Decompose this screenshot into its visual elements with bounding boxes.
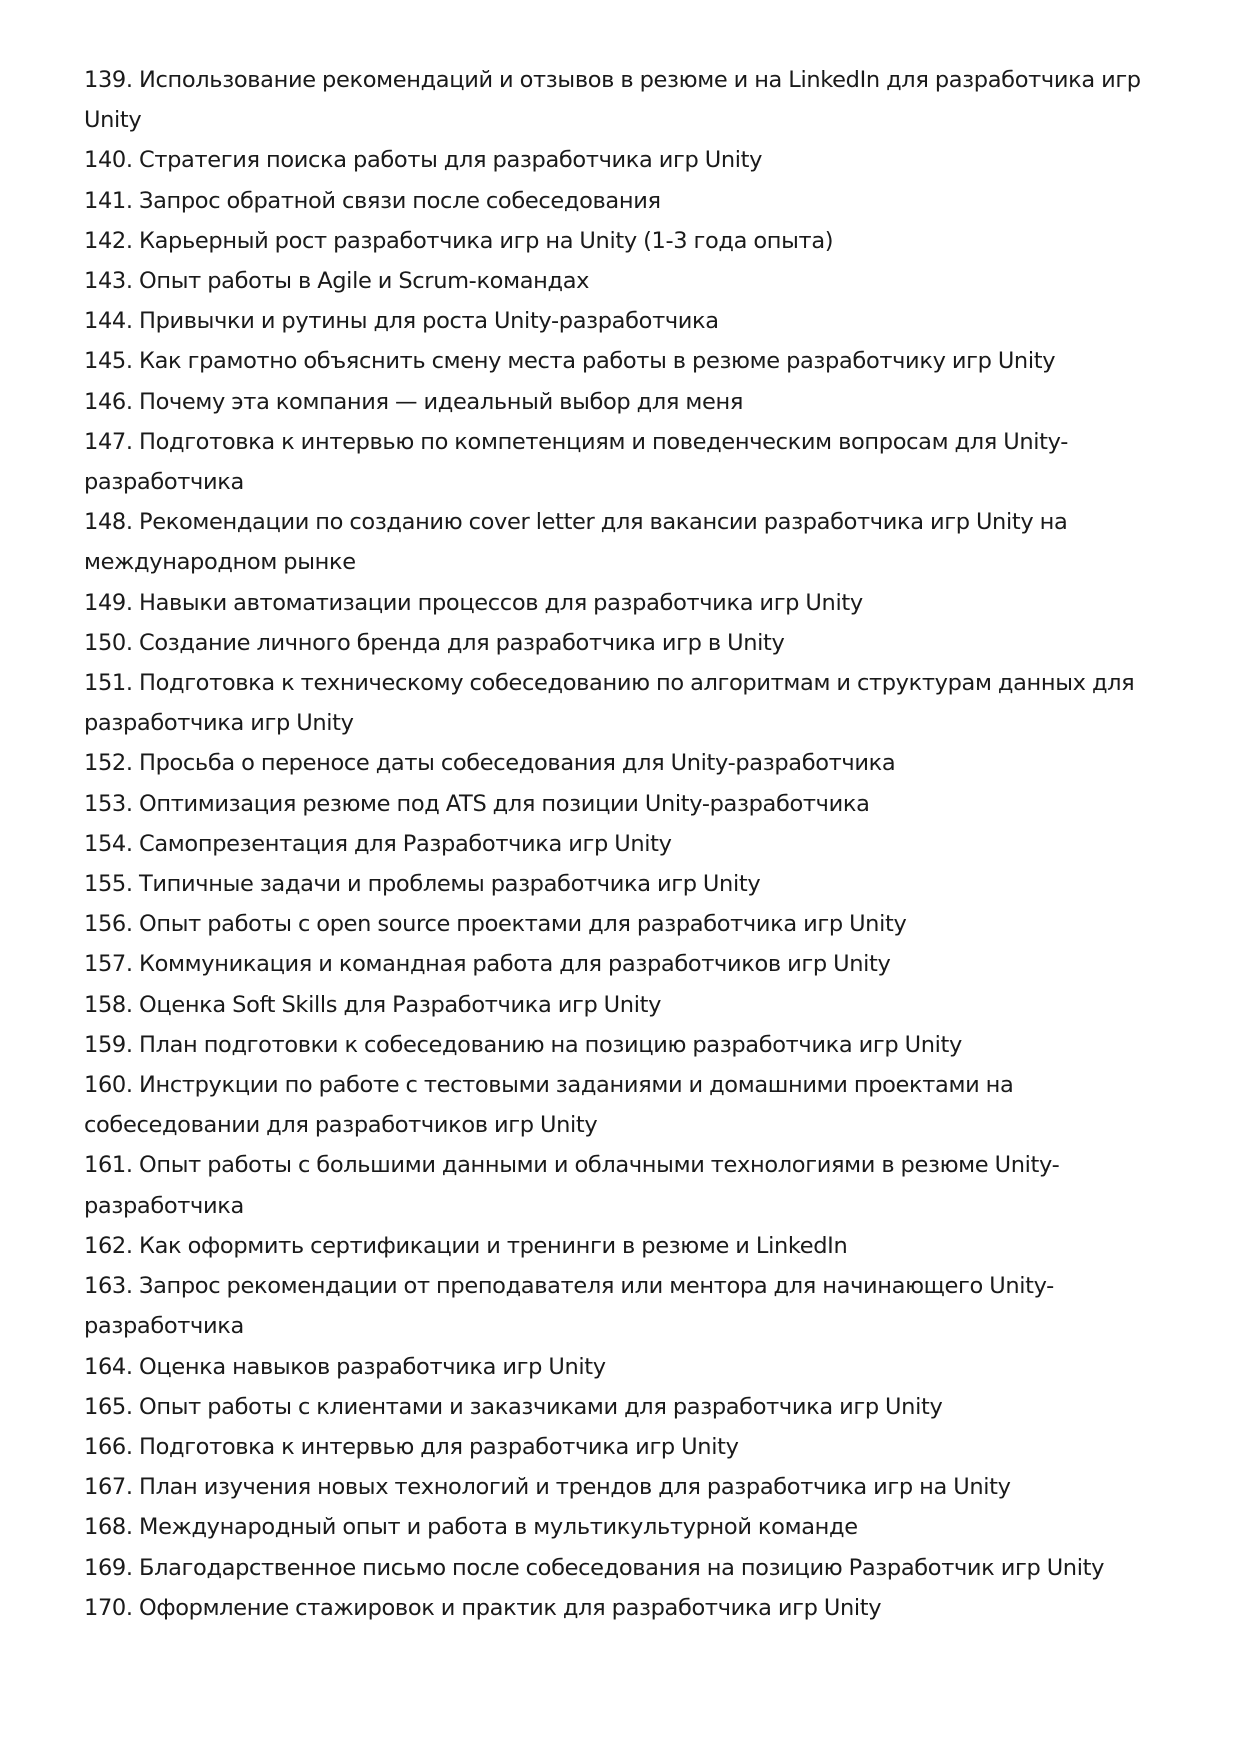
list-item: 160. Инструкции по работе с тестовыми заданиями и домашними проектами на собеседовании для разработчиков игр Unity xyxy=(84,1072,1014,1139)
list-item: 156. Опыт работы с open source проектами для разработчика игр Unity xyxy=(84,911,907,938)
list-item: 141. Запрос обратной связи после собеседования xyxy=(84,187,661,214)
list-item: 152. Просьба о переносе даты собеседования для Unity-разработчика xyxy=(84,750,896,777)
list-item: 169. Благодарственное письмо после собеседования на позицию Разработчик игр Unity xyxy=(84,1554,1105,1581)
list-item: 165. Опыт работы с клиентами и заказчиками для разработчика игр Unity xyxy=(84,1393,943,1420)
list-item: 163. Запрос рекомендации от преподавателя или ментора для начинающего Unity-разработчика xyxy=(84,1273,1054,1340)
list-item: 142. Карьерный рост разработчика игр на Unity (1-3 года опыта) xyxy=(84,227,834,254)
list-item: 139. Использование рекомендаций и отзывов в резюме и на LinkedIn для разработчика игр Unity xyxy=(84,67,1141,134)
list-item: 161. Опыт работы с большими данными и облачными технологиями в резюме Unity-разработчика xyxy=(84,1152,1060,1219)
list-item: 168. Международный опыт и работа в мультикультурной команде xyxy=(84,1514,858,1541)
list-item: 140. Стратегия поиска работы для разработчика игр Unity xyxy=(84,147,763,174)
list-item: 154. Самопрезентация для Разработчика игр Unity xyxy=(84,830,672,857)
list-item: 164. Оценка навыков разработчика игр Unity xyxy=(84,1353,606,1380)
list-item: 166. Подготовка к интервью для разработчика игр Unity xyxy=(84,1433,739,1460)
list-item: 149. Навыки автоматизации процессов для разработчика игр Unity xyxy=(84,589,863,616)
list-item: 145. Как грамотно объяснить смену места работы в резюме разработчику игр Unity xyxy=(84,348,1056,375)
list-item: 158. Оценка Soft Skills для Разработчика игр Unity xyxy=(84,991,662,1018)
list-item: 150. Создание личного бренда для разработчика игр в Unity xyxy=(84,629,785,656)
list-item: 146. Почему эта компания — идеальный выбор для меня xyxy=(84,388,744,415)
list-item: 147. Подготовка к интервью по компетенциям и поведенческим вопросам для Unity-разработчика xyxy=(84,428,1068,496)
list-item: 157. Коммуникация и командная работа для разработчиков игр Unity xyxy=(84,951,891,978)
list-item: 148. Рекомендации по созданию cover letter для вакансии разработчика игр Unity на международном рынке xyxy=(84,509,1068,576)
list-item: 144. Привычки и рутины для роста Unity-разработчика xyxy=(84,308,719,335)
list-item: 170. Оформление стажировок и практик для разработчика игр Unity xyxy=(84,1594,882,1621)
list-item: 167. План изучения новых технологий и трендов для разработчика игр на Unity xyxy=(84,1474,1011,1501)
list-item: 153. Оптимизация резюме под ATS для позиции Unity-разработчика xyxy=(84,790,870,817)
list-item: 155. Типичные задачи и проблемы разработчика игр Unity xyxy=(84,871,761,898)
list-item: 143. Опыт работы в Agile и Scrum-командах xyxy=(84,268,590,295)
topic-list xyxy=(84,60,1164,1628)
list-item: 151. Подготовка к техническому собеседованию по алгоритмам и структурам данных для разработчика игр Unity xyxy=(84,670,1135,737)
list-item: 159. План подготовки к собеседованию на позицию разработчика игр Unity xyxy=(84,1031,962,1058)
list-item: 162. Как оформить сертификации и тренинги в резюме и LinkedIn xyxy=(84,1232,848,1259)
